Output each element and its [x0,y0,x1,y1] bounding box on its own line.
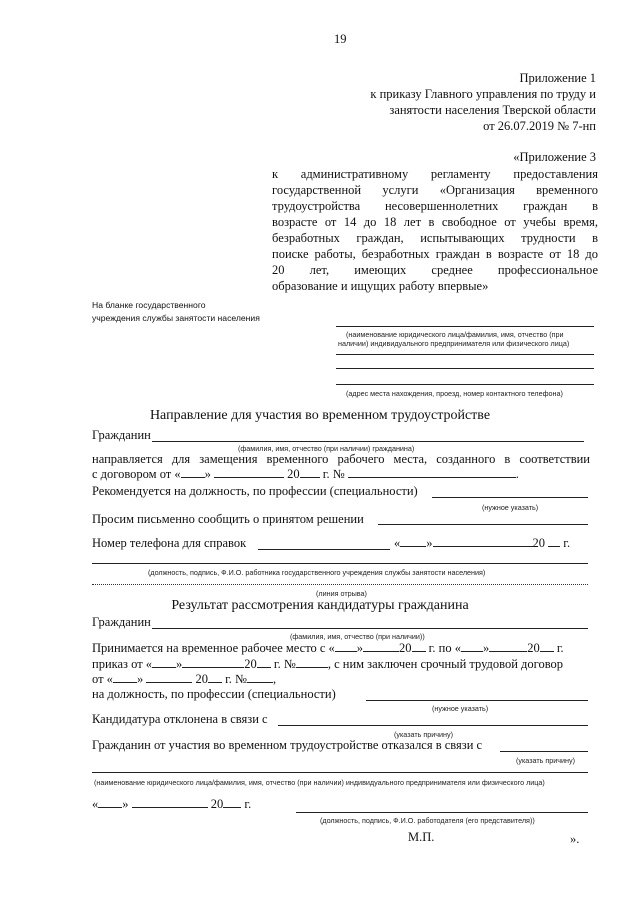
contract-day-field[interactable] [181,477,205,478]
employer-line[interactable] [92,772,588,773]
page-number: 19 [334,32,347,46]
reason-caption-2: (указать причину) [516,756,575,765]
order-rest: , с ним заключен срочный трудовой договор [327,657,564,671]
recommended-label: Рекомендуется на должность, по профессии (специальности) [92,484,418,498]
reason-caption-1: (указать причину) [394,730,453,739]
needed2-caption: (нужное указать) [432,704,489,713]
accepted-year1-field[interactable] [412,651,426,652]
position-field[interactable] [366,700,588,701]
contract-year: 20 [287,467,300,481]
recommended-field[interactable] [432,497,588,498]
contract-number-field[interactable] [348,477,516,478]
final-month-field[interactable] [132,807,208,808]
order-day-field[interactable] [152,667,176,668]
contract-month-field[interactable] [214,477,284,478]
appendix-3-title: «Приложение 3 [513,150,596,164]
contract-line [92,467,519,482]
contract-end: . [515,467,519,481]
phone-date [394,536,570,551]
refused-field[interactable] [500,751,588,752]
appendix-3-body [272,166,598,294]
appendix-3-line: трудоустройства несовершеннолетних граждан в [272,199,598,213]
refused-label: Гражданин от участия во временном трудоустройстве отказался в связи с [92,738,483,752]
employer-caption: (наименование юридического лица/фамилия, имя, отчество (при наличии) индивидуального предпринимателя или физического лица) [94,778,545,787]
accepted-day-field[interactable] [335,651,357,652]
from-number-field[interactable] [247,682,273,683]
phone-label: Номер телефона для справок [92,536,247,550]
order-number-field[interactable] [296,667,328,668]
phone-g: г. [563,536,571,550]
from-month-field[interactable] [146,682,192,683]
order-year-field[interactable] [257,667,271,668]
phone-month-field[interactable] [433,546,533,547]
final-year: 20 [210,797,224,811]
position-label: на должность, по профессии (специальности) [92,687,336,701]
recipient-caption: (наименование юридического лица/фамилия, имя, отчество (при [346,330,564,339]
appendix-1-line: к приказу Главного управления по труду и [370,87,596,101]
order-prefix: приказ от « [92,657,153,671]
employer-sign-caption: (должность, подпись, Ф.И.О. работодателя (его представителя)) [320,816,535,825]
accepted-line [92,641,564,656]
contract-year-field[interactable] [300,477,320,478]
accepted-quote2: » [482,641,490,655]
phone-date-close: » [426,536,433,550]
accepted-year2: 20 [527,641,540,655]
fio-caption: (фамилия, имя, отчество (при наличии) гражданина) [238,444,415,453]
letterhead-note [92,300,260,324]
final-g: г. [244,797,252,811]
accepted-month2-field[interactable] [489,651,527,652]
letterhead-note-line: учреждения службы занятости населения [92,313,260,323]
rejected-label: Кандидатура отклонена в связи с [92,712,268,726]
appendix-1-line: от 26.07.2019 № 7-нп [483,119,596,133]
recipient-line [336,368,594,369]
contract-quote: » [204,467,211,481]
phone-date-open: « [394,536,401,550]
from-day-field[interactable] [113,682,137,683]
citizen-name-line [152,441,584,442]
section-1-title: Направление для участия во временном трудоустройстве [149,408,491,423]
phone-field[interactable] [258,549,390,550]
from-end: , [272,672,277,686]
sent-line [92,452,590,467]
appendix-3-line: безработных граждан, испытывающих трудности в [272,231,598,245]
sent-line-text: направляется для замещения временного рабочего места, созданного в соответствии [92,452,590,466]
citizen2-label: Гражданин [92,615,151,629]
signature-line[interactable] [92,563,588,564]
from-prefix: от « [92,672,113,686]
rejected-field[interactable] [278,725,588,726]
fio2-caption: (фамилия, имя, отчество (при наличии)) [290,632,425,641]
phone-year-field[interactable] [548,546,560,547]
from-num: г. № [225,672,247,686]
section-2-title: Результат рассмотрения кандидатуры гражданина [171,598,469,613]
from-year-field[interactable] [208,682,222,683]
from-line [92,672,276,687]
employer-sign-line[interactable] [296,812,588,813]
order-month-field[interactable] [182,667,244,668]
recipient-line [336,354,594,355]
accepted-quote: » [356,641,364,655]
appendix-3-line: возрасте от 14 до 18 лет в свободное от учебы время, [272,215,598,229]
citizen2-name-line[interactable] [152,628,588,629]
final-date [92,797,251,812]
accepted-po: г. по « [428,641,461,655]
phone-year: 20 [532,536,545,550]
needed-caption: (нужное указать) [482,503,539,512]
signature-caption: (должность, подпись, Ф.И.О. работника государственного учреждения службы занятости населения) [148,568,486,577]
citizen-label: Гражданин [92,428,151,442]
cut-line [92,584,588,585]
address-caption: (адрес места нахождения, проезд, номер контактного телефона) [346,389,563,398]
appendix-3-line: образование и ищущих работу впервые» [272,279,489,293]
appendix-1-line: занятости населения Тверской области [389,103,596,117]
final-date-open: « [92,797,99,811]
appendix-3-line: государственной услуги «Организация временного [272,183,598,197]
order-quote: » [176,657,183,671]
accepted-g: г. [556,641,564,655]
appendix-1 [296,70,596,134]
address-line [336,384,594,385]
final-day-field[interactable] [98,807,122,808]
order-num: г. № [273,657,296,671]
stamp-label: М.П. [408,830,435,844]
accepted-year2-field[interactable] [540,651,554,652]
accepted-prefix: Принимается на временное рабочее место с « [92,641,335,655]
appendix-1-line: Приложение 1 [519,71,596,85]
appendix-3-line: 20 лет, имеющих среднее профессиональное [272,263,598,277]
cut-caption: (линия отрыва) [316,589,367,598]
recipient-name-line [336,326,594,327]
contract-number-label: г. № [322,467,345,481]
closing-mark: ». [570,832,580,846]
final-year-field[interactable] [223,807,241,808]
accepted-month-field[interactable] [363,651,399,652]
contract-prefix: с договором от « [92,467,181,481]
from-year: 20 [195,672,208,686]
accepted-year1: 20 [399,641,412,655]
appendix-3-line: к административному регламенту предоставления [272,167,598,181]
final-date-close: » [122,797,129,811]
from-quote: » [136,672,144,686]
letterhead-note-line: На бланке государственного [92,300,206,310]
inform-field[interactable] [378,524,588,525]
appendix-3-line: поиске работы, безработных граждан в возрасте от 18 до [272,247,598,261]
phone-day-field[interactable] [400,546,426,547]
recipient-caption: наличии) индивидуального предпринимателя или физического лица) [338,339,570,348]
inform-label: Просим письменно сообщить о принятом решении [92,512,364,526]
order-line [92,657,563,672]
accepted-day2-field[interactable] [461,651,483,652]
order-year: 20 [244,657,257,671]
